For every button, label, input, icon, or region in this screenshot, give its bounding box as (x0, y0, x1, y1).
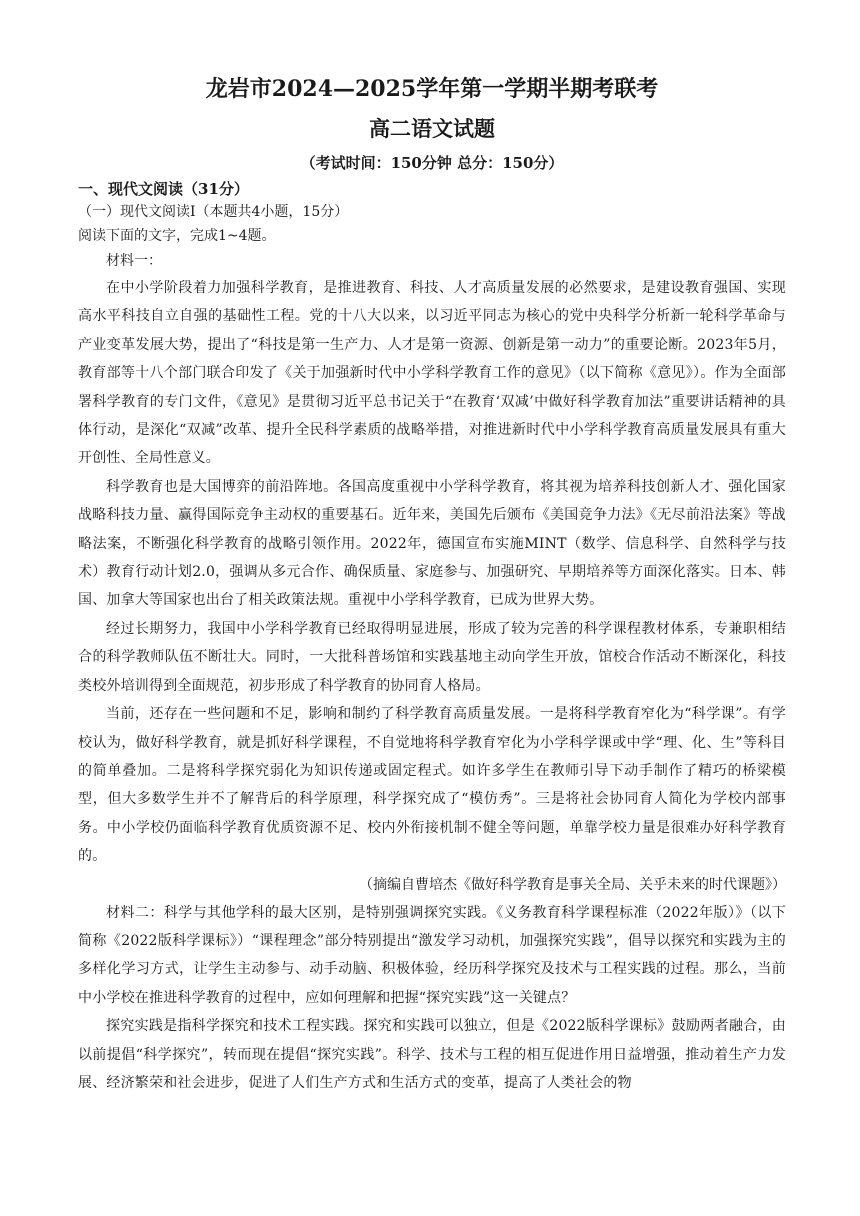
exam-subtitle: 高二语文试题 (369, 116, 495, 141)
reading-instruction: 阅读下面的文字，完成1~4题。 (78, 228, 276, 244)
material1-paragraph-2: 科学教育也是大国博弈的前沿阵地。各国高度重视中小学科学教育，将其视为培养科技创新人才、强化国家战略科技力量、赢得国际竞争主动权的重要基石。近年来，美国先后颁布《美国竞争力法》《无尽前沿法案》等战略法案，不断强化科学教育的战略引领作用。2022年，德国宣布实施MINT（数学、信息科学、自然科学与技术）教育行动计划2.0，强调从多元合作、确保质量、家庭参与、加强研究、早期培养等方面深化落实。日本、韩国、加拿大等国家也出台了相关政策法规。重视中小学科学教育，已成为世界大势。 (78, 478, 786, 609)
material1-paragraph-1: 在中小学阶段着力加强科学教育，是推进教育、科技、人才高质量发展的必然要求，是建设教育强国、实现高水平科技自立自强的基础性工程。党的十八大以来，以习近平同志为核心的党中央科学分析新一轮科学革命与产业变革发展大势，提出了“科技是第一生产力、人才是第一资源、创新是第一动力”的重要论断。2023年5月，教育部等十八个部门联合印发了《关于加强新时代中小学科学教育工作的意见》（以下简称《意见》）。作为全面部署科学教育的专门文件，《意见》是贯彻习近平总书记关于“在教育‘双减’中做好科学教育加法”重要讲话精神的具体行动，是深化“双减”改革、提升全民科学素质的战略举措，对推进新时代中小学科学教育高质量发展具有重大开创性、全局性意义。 (78, 280, 786, 467)
material1-paragraph-3: 经过长期努力，我国中小学科学教育已经取得明显进展，形成了较为完善的科学课程教材体系，专兼职相结合的科学教师队伍不断壮大。同时，一大批科普场馆和实践基地主动向学生开放，馆校合作活动不断深化，科技类校外培训得到全面规范，初步形成了科学教育的协同育人格局。 (78, 620, 786, 694)
material2-paragraph-2: 探究实践是指科学探究和技术工程实践。探究和实践可以独立，但是《2022版科学课标》鼓励两者融合，由以前提倡“科学探究”，转而现在提倡“探究实践”。科学、技术与工程的相互促进作用日益增强，推动着生产力发展、经济繁荣和社会进步，促进了人们生产方式和生活方式的变革，提高了人类社会的物 (78, 1018, 786, 1091)
exam-title: 龙岩市2024—2025学年第一学期半期考联考 (205, 76, 659, 102)
part-heading: （一）现代文阅读Ⅰ（本题共4小题，15分） (78, 204, 349, 220)
material2-paragraph-1: 材料二：科学与其他学科的最大区别，是特别强调探究实践。《义务教育科学课程标准（2022年版）》（以下简称《2022版科学课标》）“课程理念”部分特别提出“激发学习动机，加强探究实践”，倡导以探究和实践为主的多样化学习方式，让学生主动参与、动手动脑、积极体验，经历科学探究及技术与工程实践的过程。那么，当前中小学校在推进科学教育的过程中，应如何理解和把握“探究实践”这一关键点？ (78, 904, 786, 1006)
section-heading: 一、现代文阅读（31分） (78, 180, 249, 198)
exam-info: （考试时间：150分钟 总分：150分） (300, 154, 564, 172)
material1-paragraph-4: 当前，还存在一些问题和不足，影响和制约了科学教育高质量发展。一是将科学教育窄化为“科学课”。有学校认为，做好科学教育，就是抓好科学课程，不自觉地将科学教育窄化为小学科学课或中学“理、化、生”等科目的简单叠加。二是将科学探究弱化为知识传递或固定程式。如许多学生在教师引导下动手制作了精巧的桥梁模型，但大多数学生并不了解背后的科学原理，科学探究成了“模仿秀”。三是将社会协同育人简化为学校内部事务。中小学校仍面临科学教育优质资源不足、校内外衔接机制不健全等问题，单靠学校力量是很难办好科学教育的。 (78, 706, 786, 865)
material-label: 材料一： (106, 253, 162, 269)
material1-source: （摘编自曹培杰《做好科学教育是事关全局、关乎未来的时代课题》） (359, 876, 786, 893)
